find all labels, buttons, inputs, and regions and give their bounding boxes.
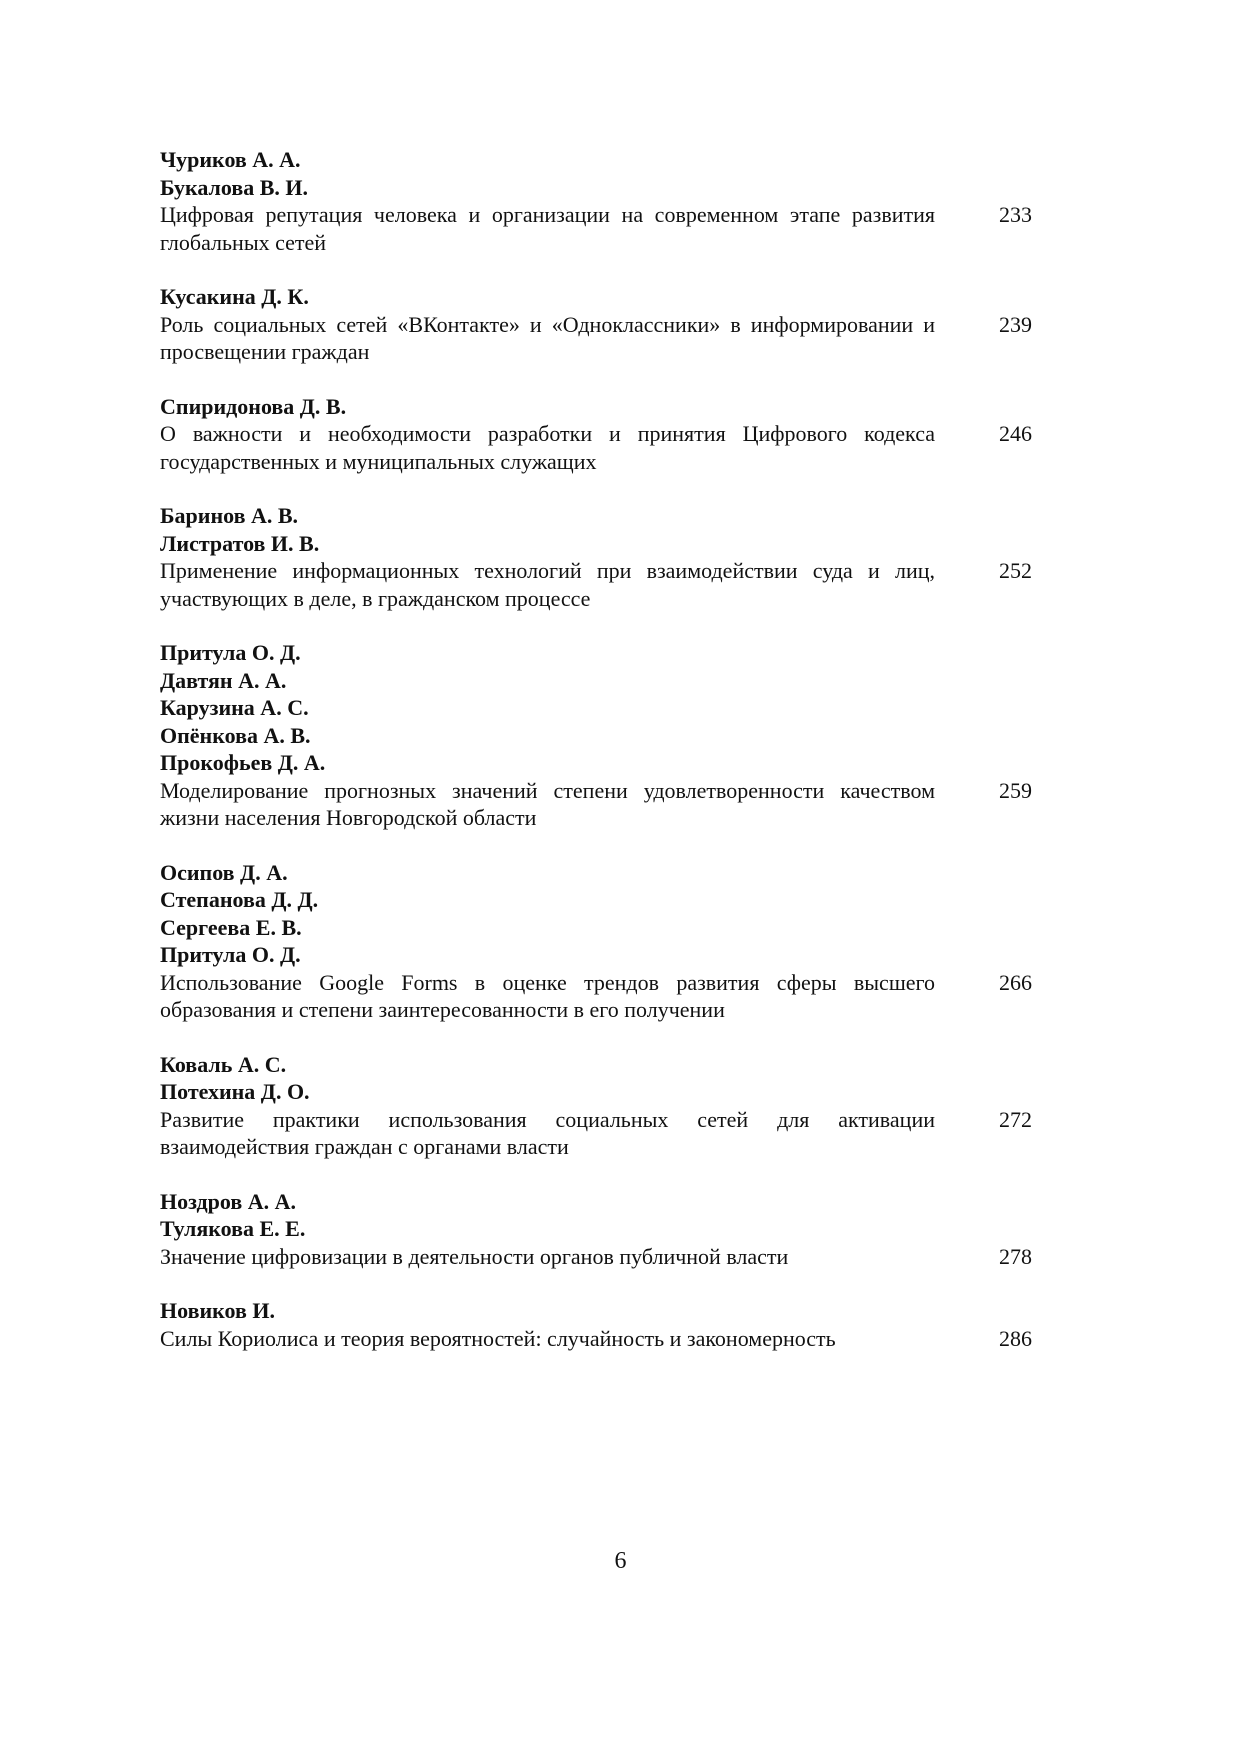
entry-author: Чуриков А. А.: [160, 147, 301, 172]
entry-author: Давтян А. А.: [160, 667, 287, 693]
toc-entry: [160, 393, 1032, 476]
entry-title: Применение информационных технологий при взаимодействии суда и лиц, участвующих в деле, в гражданском процессе: [160, 558, 935, 611]
entry-title: Силы Кориолиса и теория вероятностей: случайность и закономерность: [160, 1325, 836, 1351]
entry-author: Тулякова Е. Е.: [160, 1216, 306, 1241]
entry-author: Ноздров А. А.: [160, 1188, 297, 1214]
entry-author: Прокофьев Д. А.: [160, 750, 326, 775]
entry-title: Развитие практики использования социальных сетей для активации взаимодействия граждан с органами власти: [160, 1106, 935, 1159]
toc-entry: [160, 639, 1032, 832]
entry-page-number: 286: [999, 1325, 1032, 1351]
entry-author: Притула О. Д.: [160, 640, 301, 665]
entry-title: Цифровая репутация человека и организации на современном этапе развития глобальных сетей: [160, 202, 935, 255]
entry-page-number: 259: [999, 777, 1032, 803]
entry-page-number: 233: [999, 202, 1032, 227]
toc-entry: [160, 859, 1032, 1024]
entry-author: Кусакина Д. К.: [160, 284, 309, 309]
entry-page-number: 266: [999, 969, 1032, 995]
entry-author: Сергеева Е. В.: [160, 914, 302, 940]
entry-page-number: 239: [999, 311, 1032, 337]
entry-author: Степанова Д. Д.: [160, 887, 319, 912]
toc-entry: [160, 502, 1032, 612]
entry-author: Листратов И. В.: [160, 530, 320, 556]
entry-author: Новиков И.: [160, 1298, 275, 1323]
entry-page-number: 246: [999, 421, 1032, 446]
entry-author: Спиридонова Д. В.: [160, 393, 347, 419]
entry-author: Баринов А. В.: [160, 503, 299, 528]
entry-author: Коваль А. С.: [160, 1051, 287, 1077]
entry-author: Притула О. Д.: [160, 942, 301, 967]
entry-page-number: 272: [999, 1106, 1032, 1132]
entry-title: Моделирование прогнозных значений степени удовлетворенности качеством жизни населения Новгородской области: [160, 777, 935, 830]
toc-entry: [160, 283, 1032, 366]
toc-entry: [160, 1188, 1032, 1271]
entry-title: О важности и необходимости разработки и принятия Цифрового кодекса государственных и муниципальных служащих: [160, 421, 935, 474]
entry-title: Роль социальных сетей «ВКонтакте» и «Одноклассники» в информировании и просвещении граждан: [160, 311, 935, 364]
entry-title: Использование Google Forms в оценке трендов развития сферы высшего образования и степени заинтересованности в его получении: [160, 969, 935, 1022]
toc-entry: [160, 1297, 1032, 1352]
entry-title: Значение цифровизации в деятельности органов публичной власти: [160, 1243, 789, 1269]
entry-page-number: 252: [999, 558, 1032, 583]
entry-author: Карузина А. С.: [160, 695, 309, 720]
entry-author: Букалова В. И.: [160, 174, 308, 200]
entry-author: Опёнкова А. В.: [160, 722, 311, 748]
entry-author: Осипов Д. А.: [160, 859, 288, 885]
table-of-contents: [160, 146, 1032, 1379]
page-footer-number: 6: [614, 1548, 627, 1574]
toc-entry: [160, 146, 1032, 256]
entry-author: Потехина Д. О.: [160, 1079, 310, 1104]
entry-page-number: 278: [999, 1243, 1032, 1269]
toc-entry: [160, 1051, 1032, 1161]
